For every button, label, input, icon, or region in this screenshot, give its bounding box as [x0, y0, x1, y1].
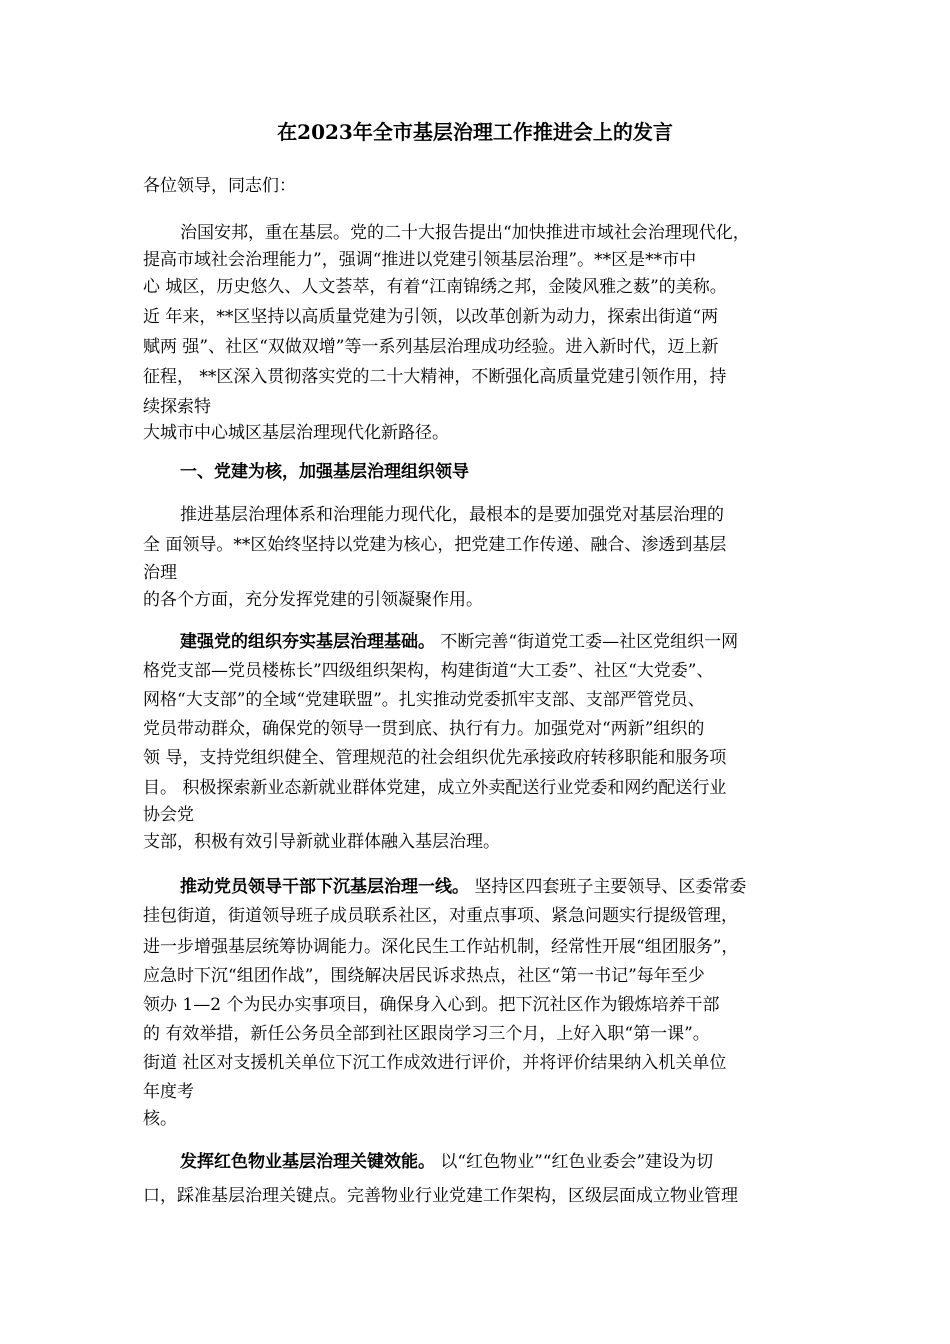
subsection-line: 挂包街道，街道领导班子成员联系社区，对重点事项、紧急问题实行提级管理， — [143, 906, 738, 926]
document-title: 在2023年全市基层治理工作推进会上的发言 — [277, 120, 673, 144]
subsection-text: 以“红色物业”“红色业委会”建设为切 — [435, 1152, 714, 1172]
intro-line: 续探索特 — [143, 397, 211, 417]
subsection-line: 口，踩准基层治理关键点。完善物业行业党建工作架构，区级层面成立物业管理 — [143, 1186, 738, 1206]
subsection-line: 支部，积极有效引导新就业群体融入基层治理。 — [143, 832, 500, 852]
intro-line: 治国安邦，重在基层。党的二十大报告提出“加快推进市域社会治理现代化， — [180, 223, 750, 243]
subsection-line: 协会党 — [143, 805, 194, 825]
section-heading: 一、党建为核，加强基层治理组织领导 — [180, 462, 469, 482]
greeting: 各位领导，同志们： — [143, 176, 296, 196]
subsection-line: 应急时下沉“组团作战”，围绕解决居民诉求热点，社区“第一书记”每年至少 — [143, 966, 705, 986]
subsection-line: 年度考 — [143, 1082, 194, 1102]
section-para-line: 推进基层治理体系和治理能力现代化，最根本的是要加强党对基层治理的 — [180, 505, 724, 525]
subsection-line: 格党支部—党员楼栋长”四级组织架构，构建街道“大工委”、社区“大党委”、 — [143, 661, 714, 681]
subsection-first-line — [180, 1150, 713, 1174]
section-para-line: 的各个方面，充分发挥党建的引领凝聚作用。 — [143, 590, 483, 610]
subsection-line: 网格“大支部”的全域“党建联盟”。扎实推动党委抓牢支部、支部严管党员、 — [143, 690, 705, 710]
section-para-line: 全 面领导。**区始终坚持以党建为核心，把党建工作传递、融合、渗透到基层 — [143, 535, 727, 555]
subsection-line: 核。 — [143, 1109, 177, 1129]
subsection-heading: 推动党员领导干部下沉基层治理一线。 — [180, 877, 469, 897]
subsection-text: 坚持区四套班子主要领导、区委常委 — [469, 877, 747, 897]
subsection-first-line — [180, 630, 738, 654]
subsection-line: 领办 1—2 个为民办实事项目，确保身入心到。把下沉社区作为锻炼培养干部 — [143, 995, 720, 1015]
section-para-line: 治理 — [143, 563, 177, 583]
intro-line: 提高市域社会治理能力”，强调“推进以党建引领基层治理”。**区是**市中 — [143, 250, 697, 270]
subsection-text: 不断完善“街道党工委—社区党组织一网 — [435, 632, 739, 652]
subsection-line: 党员带动群众，确保党的领导一贯到底、执行有力。加强党对“两新”组织的 — [143, 719, 705, 739]
intro-line: 赋两 强”、社区“双做双增”等一系列基层治理成功经验。进入新时代，迈上新 — [143, 337, 719, 357]
subsection-heading: 发挥红色物业基层治理关键效能。 — [180, 1152, 435, 1172]
subsection-line: 领 导，支持党组织健全、管理规范的社会组织优先承接政府转移职能和服务项 — [143, 748, 727, 768]
subsection-first-line — [180, 875, 746, 899]
subsection-line: 的 有效举措，新任公务员全部到社区跟岗学习三个月，上好入职“第一课”。 — [143, 1024, 710, 1044]
intro-line: 大城市中心城区基层治理现代化新路径。 — [143, 423, 449, 443]
intro-line: 近 年来，**区坚持以高质量党建为引领，以改革创新为动力，探索出街道“两 — [143, 307, 719, 327]
subsection-line: 街道 社区对支援机关单位下沉工作成效进行评价，并将评价结果纳入机关单位 — [143, 1053, 727, 1073]
subsection-line: 目。 积极探索新业态新就业群体党建，成立外卖配送行业党委和网约配送行业 — [143, 778, 727, 798]
subsection-line: 进一步增强基层统筹协调能力。深化民生工作站机制，经常性开展“组团服务”， — [143, 937, 739, 957]
intro-line: 心 城区，历史悠久、人文荟萃，有着“江南锦绣之邦，金陵风雅之薮”的美称。 — [143, 277, 727, 297]
subsection-heading: 建强党的组织夯实基层治理基础。 — [180, 632, 435, 652]
intro-line: 征程， **区深入贯彻落实党的二十大精神，不断强化高质量党建引领作用，持 — [143, 367, 727, 387]
